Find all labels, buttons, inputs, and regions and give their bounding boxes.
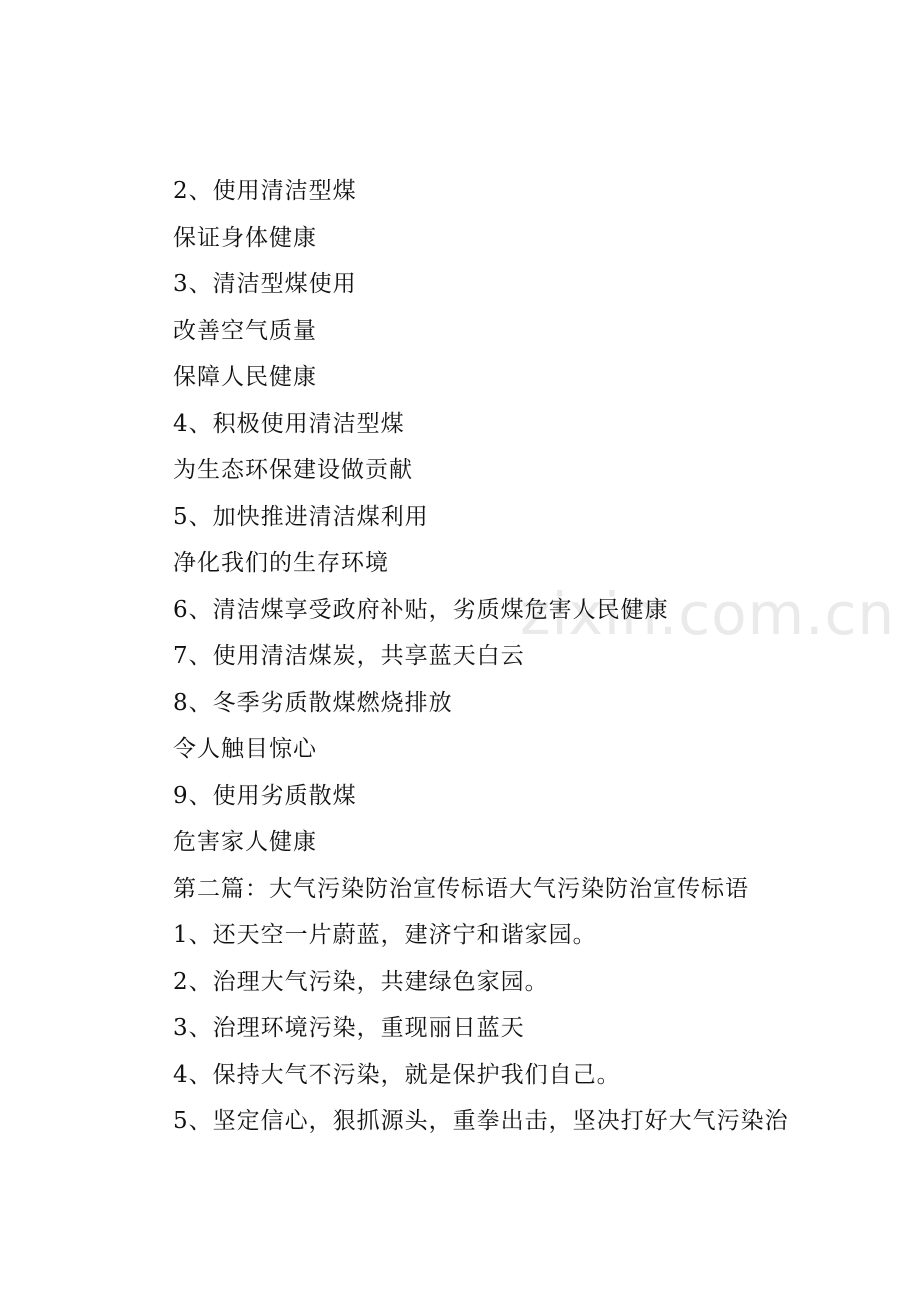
- text-line: 净化我们的生存环境: [173, 550, 389, 576]
- text-line: 4、保持大气不污染，就是保护我们自己。: [173, 1061, 621, 1088]
- watermark: zixin.com.cn: [520, 580, 896, 648]
- text-line: 2、使用清洁型煤: [173, 178, 357, 204]
- text-line: 2、治理大气污染，共建绿色家园。: [173, 968, 549, 995]
- text-line: 危害家人健康: [173, 829, 317, 855]
- text-line: 3、治理环境污染，重现丽日蓝天: [173, 1015, 525, 1041]
- text-line: 7、使用清洁煤炭，共享蓝天白云: [173, 643, 525, 669]
- text-line: 8、冬季劣质散煤燃烧排放: [173, 689, 453, 716]
- text-line: 保证身体健康: [173, 224, 317, 251]
- text-line: 保障人民健康: [173, 364, 317, 390]
- text-line: 改善空气质量: [173, 317, 317, 344]
- text-line: 5、加快推进清洁煤利用: [173, 503, 429, 530]
- text-line: 为生态环保建设做贡献: [173, 457, 413, 483]
- text-line: 5、坚定信心，狠抓源头，重拳出击，坚决打好大气污染治: [173, 1108, 789, 1134]
- document-body: [173, 168, 873, 1145]
- text-line: 令人触目惊心: [173, 736, 317, 762]
- text-line: 1、还天空一片蔚蓝，建济宁和谐家园。: [173, 922, 597, 948]
- text-line: 4、积极使用清洁型煤: [173, 410, 405, 437]
- text-line: 6、清洁煤享受政府补贴，劣质煤危害人民健康: [173, 596, 669, 623]
- text-line: 9、使用劣质散煤: [173, 782, 357, 809]
- section-heading: 第二篇：大气污染防治宣传标语大气污染防治宣传标语: [173, 875, 749, 902]
- text-line: 3、清洁型煤使用: [173, 271, 357, 297]
